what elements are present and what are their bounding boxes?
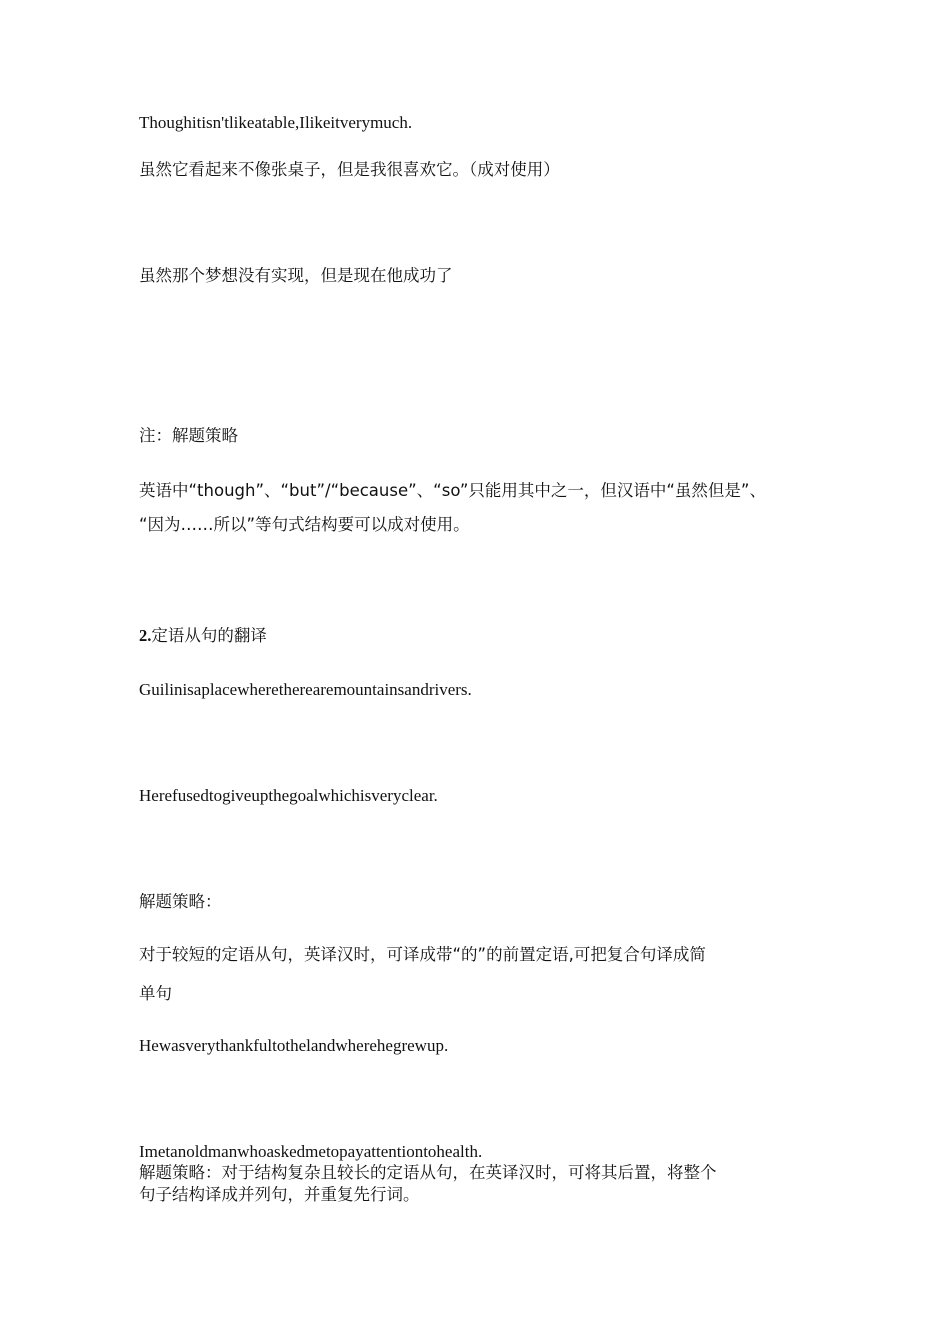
strategy-text-line-2: 单句	[139, 984, 172, 1003]
strategy-text-line-1: 对于较短的定语从句，英译汉时，可译成带“的”的前置定语,可把复合句译成简	[139, 945, 706, 964]
example-sentence-en: Imetanoldmanwhoaskedmetopayattentiontohealth.	[139, 1142, 483, 1161]
strategy-heading: 解题策略：	[139, 892, 222, 911]
example-translation-cn: 虽然它看起来不像张桌子，但是我很喜欢它。（成对使用）	[139, 160, 560, 179]
note-text-line-1: 英语中“though”、“but”/“because”、“so”只能用其中之一，但汉语中“虽然但是”、	[139, 481, 766, 500]
example-sentence-en: Hewasverythankfultothelandwherehegrewup.	[139, 1036, 449, 1055]
example-sentence-en: Thoughitisn'tlikeatable,Ilikeitverymuch.	[139, 113, 413, 132]
note-text-line-2: “因为……所以”等句式结构要可以成对使用。	[139, 515, 470, 534]
section-number: 2.	[139, 626, 152, 645]
section-heading	[139, 625, 819, 647]
strategy-text-line-2: 句子结构译成并列句，并重复先行词。	[139, 1185, 420, 1204]
exercise-sentence-cn: 虽然那个梦想没有实现，但是现在他成功了	[139, 266, 453, 285]
strategy-text-line-1: 解题策略：对于结构复杂且较长的定语从句，在英译汉时，可将其后置，将整个	[139, 1163, 717, 1182]
section-title: 定语从句的翻译	[151, 626, 267, 645]
example-sentence-en: Herefusedtogiveupthegoalwhichisveryclear.	[139, 786, 438, 805]
note-heading: 注：解题策略	[139, 426, 238, 445]
example-sentence-en: Guilinisaplacewheretherearemountainsandrivers.	[139, 680, 472, 699]
